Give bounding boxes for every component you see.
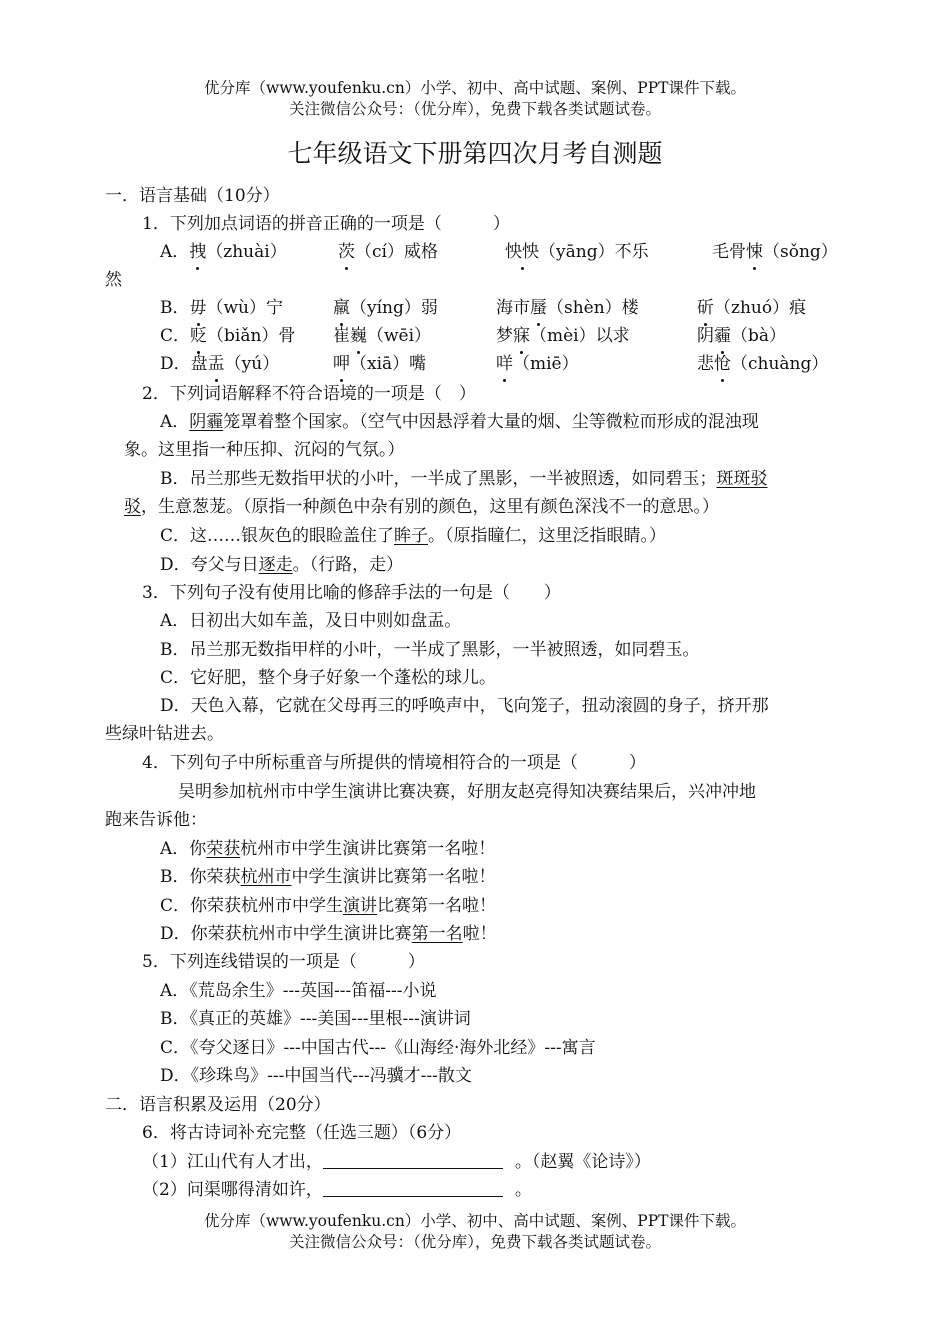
q1-option-a-3: 怏怏（yāng）不乐 — [505, 242, 649, 262]
section-1-heading: 一．语言基础（10分） — [105, 186, 280, 206]
q1-option-b-2: 羸（yíng）弱 — [333, 298, 438, 318]
q6-poem-2: （2）问渠哪得清如许， 。 — [142, 1180, 532, 1200]
q1-option-c-4: 阴霾（bà） — [697, 326, 787, 346]
q5-option-c: C．《夸父逐日》---中国古代---《山海经·海外北经》---寓言 — [160, 1038, 596, 1058]
q5-option-a: A．《荒岛余生》---英国---笛福---小说 — [160, 981, 437, 1001]
q4-option-d: D．你荣获杭州市中学生演讲比赛第一名啦！ — [160, 924, 497, 944]
q4-context: 吴明参加杭州市中学生演讲比赛决赛，好朋友赵亮得知决赛结果后，兴冲冲地 — [178, 782, 756, 802]
q1-option-d-3: 咩（miē） — [496, 354, 579, 374]
answer-blank-2[interactable] — [323, 1178, 503, 1197]
q1-option-d-4: 悲怆（chuàng） — [697, 354, 829, 374]
q1-option-d: D．盘盂（yú） — [160, 354, 280, 374]
q2-stem: 2．下列词语解释不符合语境的一项是（ ） — [142, 384, 476, 404]
q1-option-c: C．贬（biǎn）骨 — [160, 326, 296, 346]
q2-option-a-wrap: 象。这里指一种压抑、沉闷的气氛。） — [124, 440, 405, 460]
q3-option-b: B．吊兰那无数指甲样的小叶，一半成了黑影，一半被照透，如同碧玉。 — [160, 640, 700, 660]
q1-option-b: B．毋（wù）宁 — [160, 298, 283, 318]
q1-option-a-wrap: 然 — [105, 270, 122, 290]
q4-option-c: C．你荣获杭州市中学生演讲比赛第一名啦！ — [160, 896, 497, 916]
q1-option-a-2: 茨（cí）威格 — [338, 242, 438, 262]
q3-stem: 3．下列句子没有使用比喻的修辞手法的一句是（ ） — [142, 583, 561, 603]
q4-stem: 4．下列句子中所标重音与所提供的情境相符合的一项是（ ） — [142, 753, 646, 773]
q5-stem: 5．下列连线错误的一项是（ ） — [142, 952, 425, 972]
q1-option-c-2: 崔巍（wēi） — [333, 326, 432, 346]
q1-option-b-3: 海市蜃（shèn）楼 — [496, 298, 639, 318]
q1-option-b-4: 斫（zhuó）痕 — [697, 298, 807, 318]
header-line-2: 关注微信公众号：（优分库），免费下载各类试题试卷。 — [288, 100, 661, 118]
q1-option-a-4: 毛骨悚（sǒng） — [712, 242, 838, 262]
q1-option-a: A．拽（zhuài） — [160, 242, 287, 262]
q3-option-d: D．天色入幕，它就在父母再三的呼唤声中，飞向笼子，扭动滚圆的身子，挤开那 — [160, 696, 769, 716]
q5-option-d: D．《珍珠鸟》---中国当代---冯骥才---散文 — [160, 1066, 472, 1086]
q4-option-b: B．你荣获杭州市中学生演讲比赛第一名啦！ — [160, 867, 496, 887]
q3-option-a: A．日初出大如车盖，及日中则如盘盂。 — [160, 611, 462, 631]
page-title: 七年级语文下册第四次月考自测题 — [287, 139, 663, 168]
q2-option-b: B．吊兰那些无数指甲状的小叶，一半成了黑影，一半被照透，如同碧玉；斑斑驳 — [160, 469, 768, 489]
q3-option-d-wrap: 些绿叶钻进去。 — [105, 724, 224, 744]
q1-option-c-3: 梦寐（mèi）以求 — [496, 326, 630, 346]
q2-option-a: A．阴霾笼罩着整个国家。（空气中因悬浮着大量的烟、尘等微粒而形成的混浊现 — [160, 412, 759, 432]
q1-stem: 1．下列加点词语的拼音正确的一项是（ ） — [142, 214, 510, 234]
footer-line-2: 关注微信公众号：（优分库），免费下载各类试题试卷。 — [288, 1233, 661, 1251]
q2-option-b-wrap: 驳，生意葱茏。（原指一种颜色中杂有别的颜色，这里有颜色深浅不一的意思。） — [124, 497, 719, 517]
footer-line-1: 优分库（www.youfenku.cn）小学、初中、高中试题、案例、PPT课件下载。 — [203, 1212, 747, 1230]
q5-option-b: B．《真正的英雄》---美国---里根---演讲词 — [160, 1009, 471, 1029]
q4-option-a: A．你荣获杭州市中学生演讲比赛第一名啦！ — [160, 839, 496, 859]
q1-option-d-2: 呷（xiā）嘴 — [333, 354, 427, 374]
q3-option-c: C．它好肥，整个身子好象一个蓬松的球儿。 — [160, 668, 497, 688]
answer-blank-1[interactable] — [323, 1150, 503, 1169]
q2-option-c: C．这……银灰色的眼睑盖住了眸子。（原指瞳仁，这里泛指眼睛。） — [160, 526, 667, 546]
q6-poem-1: （1）江山代有人才出， 。（赵翼《论诗》） — [142, 1152, 651, 1172]
header-line-1: 优分库（www.youfenku.cn）小学、初中、高中试题、案例、PPT课件下载。 — [203, 79, 747, 97]
q2-option-d: D．夸父与日逐走。（行路，走） — [160, 555, 404, 575]
q6-stem: 6．将古诗词补充完整（任选三题）（6分） — [142, 1123, 462, 1143]
q4-context-wrap: 跑来告诉他： — [105, 810, 207, 830]
section-2-heading: 二．语言积累及运用（20分） — [105, 1095, 331, 1115]
